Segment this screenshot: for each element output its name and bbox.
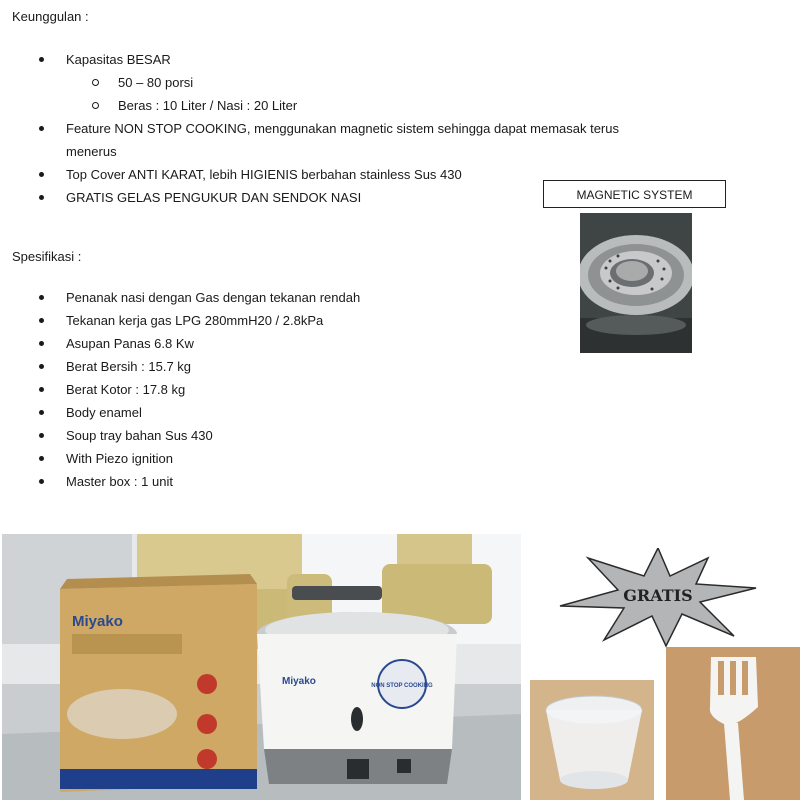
list-item: With Piezo ignition — [0, 447, 360, 470]
magnetic-system-label: MAGNETIC SYSTEM — [543, 180, 726, 208]
list-item: Master box : 1 unit — [0, 470, 360, 493]
list-item — [0, 48, 619, 117]
list-item: Body enamel — [0, 401, 360, 424]
spesifikasi-heading: Spesifikasi : — [12, 249, 82, 264]
list-item — [0, 186, 619, 209]
spesifikasi-list — [0, 286, 360, 493]
sticker-text: NON STOP COOKING — [371, 683, 433, 689]
list-item — [0, 117, 619, 163]
list-item: Asupan Panas 6.8 Kw — [0, 332, 360, 355]
rice-cooker-photo — [2, 534, 521, 800]
sub-list-item: Beras : 10 Liter / Nasi : 20 Liter — [66, 94, 619, 117]
measuring-cup-photo — [530, 680, 654, 800]
keunggulan-list — [0, 48, 619, 209]
rice-paddle-photo — [666, 647, 800, 800]
list-item-text: Kapasitas BESAR — [66, 52, 171, 67]
cooker-brand-text: Miyako — [282, 676, 316, 687]
box-brand-text: Miyako — [72, 613, 123, 630]
list-item-text: GRATIS GELAS PENGUKUR DAN SENDOK NASI — [66, 190, 362, 205]
keunggulan-heading: Keunggulan : — [12, 9, 89, 24]
gratis-label: GRATIS — [623, 586, 693, 605]
list-item-text: Feature NON STOP COOKING, menggunakan magnetic sistem sehingga dapat memasak terus — [66, 121, 619, 136]
product-photo — [2, 534, 521, 800]
sub-list — [66, 71, 619, 117]
list-item — [0, 163, 619, 186]
list-item-continuation: menerus — [66, 144, 117, 159]
list-item: Penanak nasi dengan Gas dengan tekanan rendah — [0, 286, 360, 309]
list-item-text: Top Cover ANTI KARAT, lebih HIGIENIS berbahan stainless Sus 430 — [66, 167, 462, 182]
sub-list-item: 50 – 80 porsi — [66, 71, 619, 94]
list-item: Tekanan kerja gas LPG 280mmH20 / 2.8kPa — [0, 309, 360, 332]
gratis-area — [530, 540, 800, 800]
list-item: Berat Kotor : 17.8 kg — [0, 378, 360, 401]
list-item: Berat Bersih : 15.7 kg — [0, 355, 360, 378]
magnetic-burner-illustration — [580, 213, 692, 353]
magnetic-system-photo — [580, 213, 692, 353]
list-item: Soup tray bahan Sus 430 — [0, 424, 360, 447]
